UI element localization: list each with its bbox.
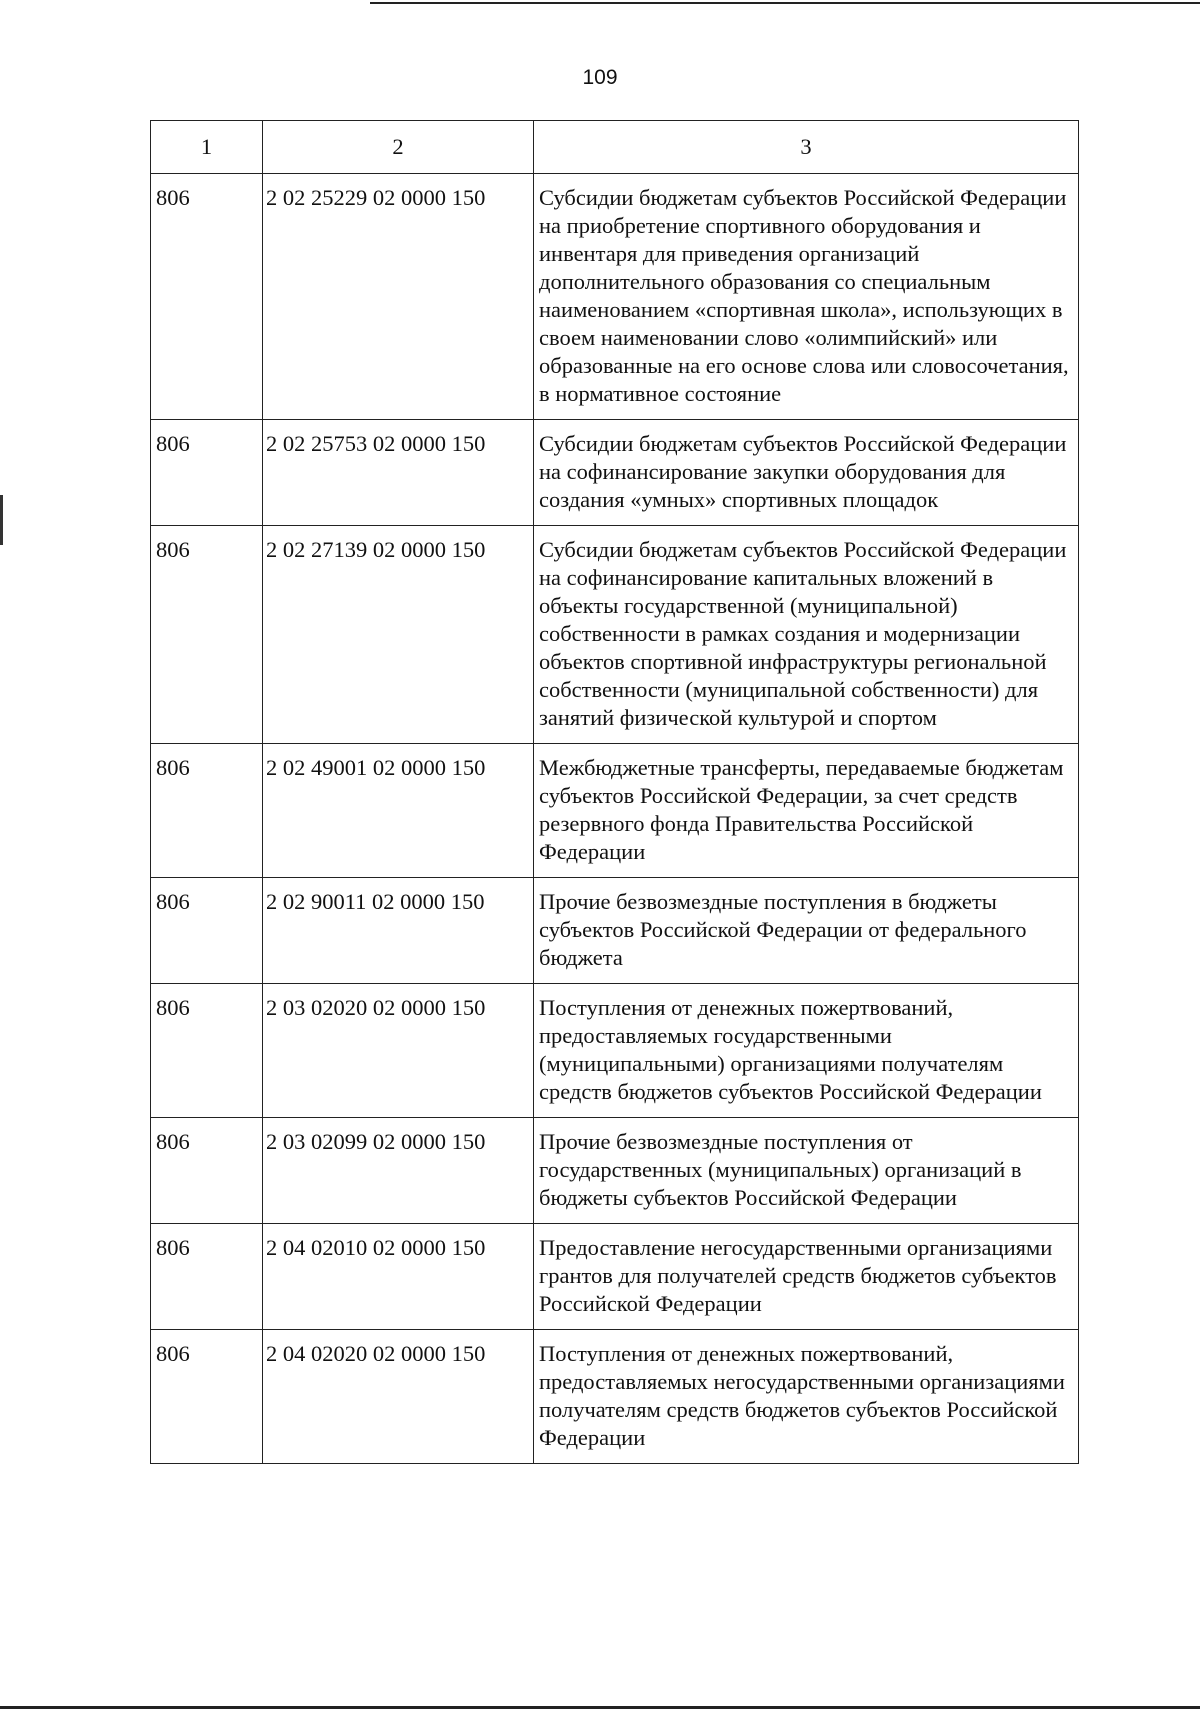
description-cell: Прочие безвозмездные поступления от государственных (муниципальных) организаций в бюджеты субъектов Российской Федерации <box>534 1118 1079 1224</box>
admin-code-cell: 806 <box>151 1330 263 1464</box>
table-row <box>151 878 1079 984</box>
revenue-code-cell: 2 03 02099 02 0000 150 <box>263 1118 534 1224</box>
admin-code-cell: 806 <box>151 1118 263 1224</box>
description-cell: Поступления от денежных пожертвований, предоставляемых государственными (муниципальными) организациями получателям средств бюджетов субъектов Российской Федерации <box>534 984 1079 1118</box>
revenue-code-cell: 2 03 02020 02 0000 150 <box>263 984 534 1118</box>
bottom-scan-rule <box>0 1706 1200 1709</box>
table-row <box>151 1330 1079 1464</box>
revenue-codes-table <box>150 120 1079 1464</box>
description-cell: Прочие безвозмездные поступления в бюджеты субъектов Российской Федерации от федерального бюджета <box>534 878 1079 984</box>
table-row <box>151 174 1079 420</box>
table-row <box>151 744 1079 878</box>
revenue-code-cell: 2 02 25229 02 0000 150 <box>263 174 534 420</box>
description-cell: Субсидии бюджетам субъектов Российской Федерации на приобретение спортивного оборудования и инвентаря для приведения организаций дополнительного образования со специальным наименованием «спортивная школа», использующих в своем наименовании слово «олимпийский» или образованные на его основе слова или словосочетания, в нормативное состояние <box>534 174 1079 420</box>
top-scan-rule <box>370 2 1200 4</box>
description-cell: Межбюджетные трансферты, передаваемые бюджетам субъектов Российской Федерации, за счет средств резервного фонда Правительства Российской Федерации <box>534 744 1079 878</box>
admin-code-cell: 806 <box>151 984 263 1118</box>
description-cell: Субсидии бюджетам субъектов Российской Федерации на софинансирование закупки оборудования для создания «умных» спортивных площадок <box>534 420 1079 526</box>
table-row <box>151 420 1079 526</box>
table-row <box>151 1118 1079 1224</box>
admin-code-cell: 806 <box>151 174 263 420</box>
column-header-2: 2 <box>263 121 534 174</box>
revenue-code-cell: 2 02 27139 02 0000 150 <box>263 526 534 744</box>
admin-code-cell: 806 <box>151 1224 263 1330</box>
description-cell: Предоставление негосударственными организациями грантов для получателей средств бюджетов субъектов Российской Федерации <box>534 1224 1079 1330</box>
table-row <box>151 984 1079 1118</box>
description-cell: Субсидии бюджетам субъектов Российской Федерации на софинансирование капитальных вложений в объекты государственной (муниципальной) собственности в рамках создания и модернизации объектов спортивной инфраструктуры региональной собственности (муниципальной собственности) для занятий физической культурой и спортом <box>534 526 1079 744</box>
revenue-code-cell: 2 02 49001 02 0000 150 <box>263 744 534 878</box>
revenue-code-cell: 2 02 25753 02 0000 150 <box>263 420 534 526</box>
revenue-code-cell: 2 02 90011 02 0000 150 <box>263 878 534 984</box>
column-header-1: 1 <box>151 121 263 174</box>
admin-code-cell: 806 <box>151 744 263 878</box>
table-header-row <box>151 121 1079 174</box>
table-row <box>151 1224 1079 1330</box>
admin-code-cell: 806 <box>151 878 263 984</box>
revenue-code-cell: 2 04 02020 02 0000 150 <box>263 1330 534 1464</box>
scan-edge-mark <box>0 495 3 545</box>
admin-code-cell: 806 <box>151 420 263 526</box>
revenue-code-cell: 2 04 02010 02 0000 150 <box>263 1224 534 1330</box>
page-number: 109 <box>582 66 618 89</box>
column-header-3: 3 <box>534 121 1079 174</box>
description-cell: Поступления от денежных пожертвований, предоставляемых негосударственными организациями получателям средств бюджетов субъектов Российской Федерации <box>534 1330 1079 1464</box>
table-row <box>151 526 1079 744</box>
admin-code-cell: 806 <box>151 526 263 744</box>
